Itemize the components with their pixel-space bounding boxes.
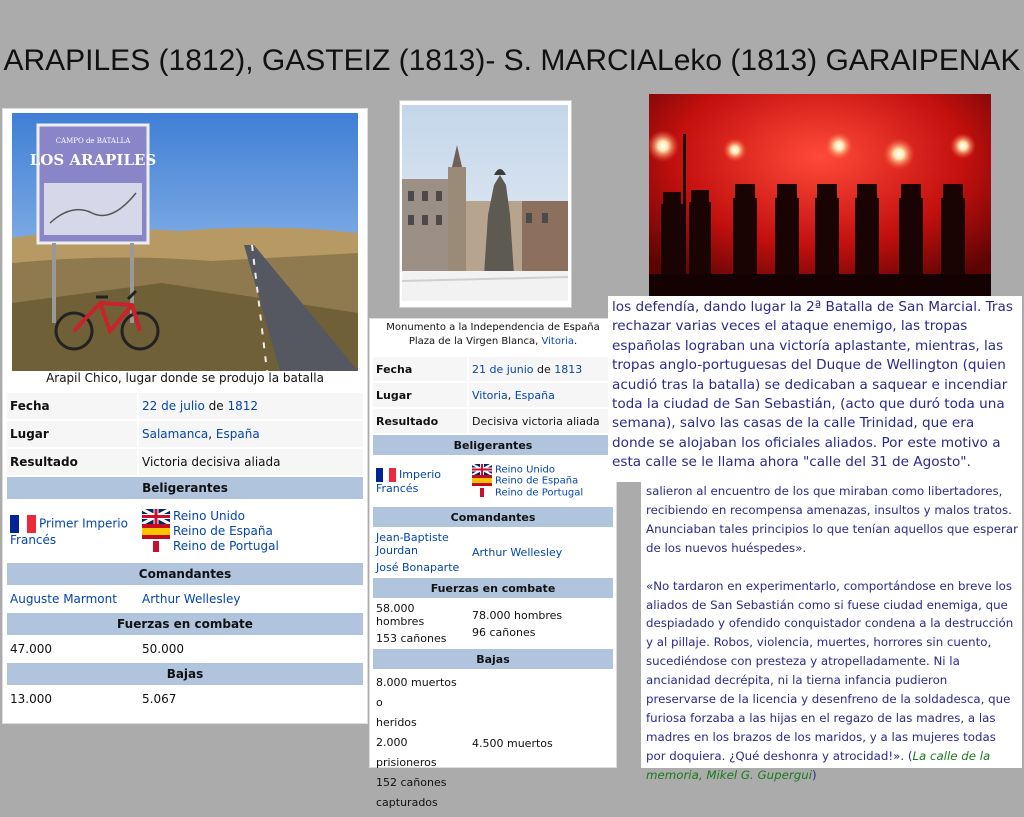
bajas-b: 4.500 muertos (472, 736, 553, 750)
side-b (469, 457, 613, 505)
uk-flag-icon (142, 509, 170, 524)
fecha-row (373, 357, 613, 381)
fuerzas-b: 78.000 hombres 96 cañones (472, 608, 563, 639)
side-a (7, 501, 137, 561)
france-flag-icon (376, 468, 396, 482)
resultado-row (373, 409, 613, 433)
comandantes-row (373, 529, 613, 576)
resultado-row (7, 449, 363, 475)
vitoria-info-table (371, 355, 615, 817)
spain-flag-icon (142, 524, 170, 539)
sanmarcial-paragraph-3: «No tardaron en experimentarlo, comportándose en breve los aliados de San Sebastián como si fuese ciudad enemiga, que despiadado y ofendido conquistador condena a la destrucción y al pillaje. Robos, violencia, muertes, horrores sin cuento, sucediéndose con presteza y atropelladamente. Ni la ancianidad decrépita, ni la tierna infancia pudieron preservarse de la licencia y desenfreno de la soldadesca, que furiosa forzaba a las hijas en el regazo de las madres, a las madres en los brazos de los maridos, y a las mujeres todas por doquiera. ¿Qué deshonra y atrocidad!». (La calle de la memoria, Mikel G. Gupergui) (646, 578, 1014, 782)
beligerantes-header: Beligerantes (7, 477, 363, 499)
spain-flag-icon (472, 475, 492, 486)
cmd-a2-link[interactable]: José Bonaparte (376, 561, 460, 574)
arapiles-landscape-image (12, 113, 358, 371)
bajas-b: 5.067 (142, 692, 177, 706)
fuerzas-row (373, 600, 613, 647)
side-b2-link[interactable]: Reino de España (173, 523, 273, 538)
sanmarcial-text-top (608, 296, 1022, 482)
cmd-a[interactable]: Auguste Marmont (10, 592, 117, 606)
vitoria-monument-image (402, 105, 568, 301)
lugar-row (373, 383, 613, 407)
year-link[interactable]: 1812 (227, 399, 259, 413)
side-b1-link[interactable]: Reino Unido (173, 508, 245, 523)
side-b2-link[interactable]: Reino de España (495, 475, 579, 487)
bajas-header: Bajas (373, 649, 613, 669)
slide-title: ARAPILES (1812), GASTEIZ (1813)- S. MARCIALeko (1813) GARAIPENAK (3, 44, 1021, 77)
beligerantes-row (7, 501, 363, 561)
sanmarcial-paragraph-2: salieron al encuentro de los que miraban como libertadores, recibiendo en recompensa amenazas, insultos y malos tratos. Anunciaban tales principios lo que tenían aquellos que esperar de los nuevos huéspedes». (646, 484, 1018, 555)
vitoria-caption-link[interactable]: Vitoria (541, 336, 574, 347)
lugar-label: Lugar (7, 421, 137, 447)
fecha-label: Fecha (373, 357, 467, 381)
portugal-flag-icon (142, 539, 170, 554)
cmd-b[interactable]: Arthur Wellesley (142, 592, 241, 606)
vitoria-infobox (369, 318, 617, 809)
side-b1-link[interactable]: Reino Unido (495, 464, 555, 476)
fecha-link[interactable]: 22 de julio (142, 399, 205, 413)
sanmarcial-paragraph-1: los defendía, dando lugar la 2ª Batalla de San Marcial. Tras rechazar varias veces el ataque enemigo, las tropas españolas lograban una victoría aplastante, mientras, las tropas anglo-portuguesas del Duque de Wellington (quien acudió tras la batalla) se dedicaban a saquear e incendiar toda la ciudad de San Sebastián, (acto que duró toda una semana), salvo las casas de la calle Trinidad, que era donde se alojaban los oficiales aliados. Por este motivo a esta calle se le llama ahora "calle del 31 de Agosto". (612, 299, 1013, 471)
fecha-link[interactable]: 21 de junio (472, 362, 534, 376)
side-a (373, 457, 467, 505)
side-b3-link[interactable]: Reino de Portugal (495, 487, 584, 499)
fecha-value: 21 de junio de 1813 (469, 357, 613, 381)
beligerantes-row (373, 457, 613, 505)
lugar-value: Salamanca, España (139, 421, 363, 447)
side-a-link[interactable]: Imperio Francés (376, 467, 442, 495)
sanmarcial-text-bottom (641, 482, 1022, 782)
place-link[interactable]: Salamanca (142, 427, 209, 441)
side-b (139, 501, 363, 561)
comandantes-row (7, 587, 363, 611)
portugal-flag-icon (472, 487, 492, 498)
svg-text:LOS ARAPILES: LOS ARAPILES (29, 151, 157, 169)
lugar-row (7, 421, 363, 447)
fuerzas-b: 50.000 (142, 642, 184, 656)
bajas-a: 8.000 muertos o heridos 2.000 prisioneros 152 cañones capturados (376, 676, 457, 809)
cmd-a (373, 529, 467, 576)
lugar-label: Lugar (373, 383, 467, 407)
uk-flag-icon (472, 464, 492, 475)
fecha-value: 22 de julio de 1812 (139, 393, 363, 419)
soldiers-flares-image (649, 94, 991, 304)
arapiles-photo (12, 113, 358, 371)
cmd-a1-link[interactable]: Jean-Baptiste Jourdan (376, 531, 449, 557)
bajas-row (7, 687, 363, 711)
arapiles-infobox (2, 108, 368, 724)
vitoria-photo-card (399, 100, 572, 308)
fuerzas-header: Fuerzas en combate (7, 613, 363, 635)
side-b3-link[interactable]: Reino de Portugal (173, 538, 279, 553)
arapiles-caption: Arapil Chico, lugar donde se produjo la batalla (46, 371, 324, 385)
fuerzas-a: 47.000 (10, 642, 52, 656)
country-link[interactable]: España (514, 388, 555, 402)
resultado-value: Victoria decisiva aliada (139, 449, 363, 475)
bajas-a: 13.000 (10, 692, 52, 706)
beligerantes-header: Beligerantes (373, 435, 613, 455)
year-link[interactable]: 1813 (554, 362, 583, 376)
fecha-label: Fecha (7, 393, 137, 419)
vitoria-caption: Monumento a la Independencia de España Plaza de la Virgen Blanca, Vitoria. (386, 322, 600, 347)
fecha-row (7, 393, 363, 419)
country-link[interactable]: España (215, 427, 260, 441)
side-a-link[interactable]: Primer Imperio Francés (10, 516, 128, 547)
svg-text:CAMPO de BATALLA: CAMPO de BATALLA (55, 137, 131, 145)
resultado-value: Decisiva victoria aliada (469, 409, 613, 433)
citation: La calle de la memoria, Mikel G. Gupergui (646, 748, 991, 782)
place-link[interactable]: Vitoria (472, 388, 508, 402)
resultado-label: Resultado (373, 409, 467, 433)
fuerzas-header: Fuerzas en combate (373, 578, 613, 598)
france-flag-icon (10, 515, 36, 533)
fuerzas-row (7, 637, 363, 661)
bajas-row (373, 671, 613, 815)
sanmarcial-photo (649, 94, 991, 304)
arapiles-info-table (5, 391, 365, 713)
comandantes-header: Comandantes (373, 507, 613, 527)
resultado-label: Resultado (7, 449, 137, 475)
comandantes-header: Comandantes (7, 563, 363, 585)
fuerzas-a: 58.000 hombres 153 cañones (376, 602, 447, 645)
bajas-header: Bajas (7, 663, 363, 685)
lugar-value: Vitoria, España (469, 383, 613, 407)
cmd-b[interactable]: Arthur Wellesley (472, 546, 563, 559)
